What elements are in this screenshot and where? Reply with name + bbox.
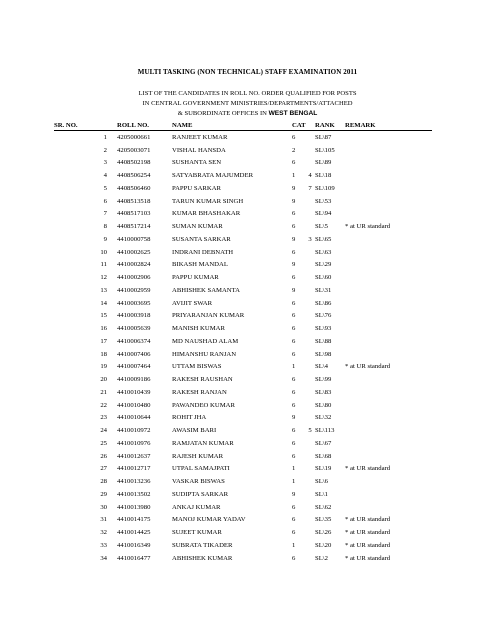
- cell-sub-cat: 5: [308, 427, 312, 435]
- cell-sub-cat: [305, 514, 315, 527]
- table-row: [54, 475, 432, 488]
- table-row: [54, 373, 432, 386]
- cell-sub-cat: [305, 284, 315, 297]
- table-row: [54, 259, 432, 272]
- cell-name: SATYABRATA MAJUMDER: [172, 172, 254, 180]
- table-row: [54, 488, 432, 501]
- cell-roll-no: 4410003695: [117, 299, 151, 307]
- cell-rank: SL\20: [315, 541, 332, 549]
- state-name: WEST BENGAL: [268, 109, 318, 117]
- cell-remark: * at UR standard: [345, 554, 391, 562]
- cell-sr-no: 13: [100, 286, 107, 294]
- cell-rank: SL\53: [315, 197, 332, 205]
- cell-rank: SL\105: [315, 146, 335, 154]
- cell-roll-no: 4410010972: [117, 427, 151, 435]
- cell-cat: 9: [292, 184, 296, 192]
- cell-roll-no: 4410002625: [117, 248, 151, 256]
- cell-remark: [345, 437, 432, 450]
- cell-cat: 6: [292, 388, 296, 396]
- cell-rank: SL\88: [315, 337, 332, 345]
- cell-name: SUMAN KUMAR: [172, 223, 223, 231]
- cell-name: VASKAR BISWAS: [172, 478, 225, 486]
- cell-roll-no: 4410002824: [117, 261, 151, 269]
- cell-remark: [345, 399, 432, 412]
- table-row: [54, 169, 432, 182]
- cell-sub-cat: [305, 437, 315, 450]
- table-body: [54, 131, 432, 565]
- cell-name: PAWANDEO KUMAR: [172, 401, 235, 409]
- cell-remark: [345, 424, 432, 437]
- cell-rank: SL\32: [315, 414, 332, 422]
- cell-cat: 1: [292, 478, 296, 486]
- cell-sub-cat: [305, 399, 315, 412]
- table-row: [54, 501, 432, 514]
- cell-rank: SL\86: [315, 299, 332, 307]
- table-row: [54, 157, 432, 170]
- cell-remark: [345, 348, 432, 361]
- cell-name: RAKESH RAUSHAN: [172, 376, 233, 384]
- cell-cat: 6: [292, 350, 296, 358]
- cell-name: SUBRATA TIKADER: [172, 541, 233, 549]
- cell-roll-no: 4410002906: [117, 274, 151, 282]
- table-row: [54, 208, 432, 221]
- table-row: [54, 450, 432, 463]
- document-subtitle: [0, 89, 495, 118]
- header-name: NAME: [172, 120, 292, 131]
- table-row: [54, 424, 432, 437]
- cell-roll-no: 4410016349: [117, 541, 151, 549]
- cell-rank: SL\87: [315, 133, 332, 141]
- cell-remark: * at UR standard: [345, 541, 391, 549]
- cell-rank: SL\2: [315, 554, 329, 562]
- cell-roll-no: 4410010976: [117, 439, 151, 447]
- cell-remark: [345, 475, 432, 488]
- cell-sr-no: 9: [103, 235, 107, 243]
- table-row: [54, 335, 432, 348]
- cell-sub-cat: [305, 348, 315, 361]
- cell-cat: 6: [292, 337, 296, 345]
- cell-cat: 6: [292, 248, 296, 256]
- cell-remark: [345, 246, 432, 259]
- cell-sub-cat: 3: [308, 235, 312, 243]
- table-row: [54, 322, 432, 335]
- cell-sub-cat: [305, 488, 315, 501]
- cell-sr-no: 23: [100, 414, 107, 422]
- header-cat: CAT: [292, 120, 315, 131]
- cell-rank: SL\6: [315, 478, 329, 486]
- cell-name: AVIJIT SWAR: [172, 299, 213, 307]
- cell-remark: [345, 412, 432, 425]
- cell-cat: 6: [292, 503, 296, 511]
- cell-sr-no: 18: [100, 350, 107, 358]
- cell-rank: SL\98: [315, 350, 332, 358]
- cell-sub-cat: [305, 259, 315, 272]
- cell-name: KUMAR BHASHAKAR: [172, 210, 241, 218]
- cell-rank: SL\80: [315, 401, 332, 409]
- cell-rank: SL\29: [315, 261, 332, 269]
- cell-roll-no: 4408506254: [117, 172, 151, 180]
- cell-roll-no: 4410007406: [117, 350, 151, 358]
- cell-remark: [345, 322, 432, 335]
- cell-sr-no: 17: [100, 337, 107, 345]
- cell-roll-no: 4410009186: [117, 376, 151, 384]
- table-row: [54, 514, 432, 527]
- cell-remark: [345, 450, 432, 463]
- cell-rank: SL\68: [315, 452, 332, 460]
- cell-sub-cat: [305, 195, 315, 208]
- cell-name: RAMJATAN KUMAR: [172, 439, 234, 447]
- cell-sub-cat: [305, 335, 315, 348]
- cell-name: INDRANI DEBNATH: [172, 248, 234, 256]
- cell-cat: 6: [292, 159, 296, 167]
- cell-sr-no: 29: [100, 490, 107, 498]
- cell-remark: [345, 501, 432, 514]
- cell-cat: 1: [292, 172, 296, 180]
- cell-roll-no: 4410013502: [117, 490, 151, 498]
- table-row: [54, 526, 432, 539]
- table-row: [54, 233, 432, 246]
- table-row: [54, 182, 432, 195]
- cell-sr-no: 10: [100, 248, 107, 256]
- cell-remark: [345, 335, 432, 348]
- cell-sub-cat: [305, 552, 315, 565]
- cell-cat: 9: [292, 261, 296, 269]
- cell-cat: 6: [292, 325, 296, 333]
- document-title: MULTI TASKING (NON TECHNICAL) STAFF EXAMINATION 2011: [137, 68, 358, 76]
- cell-sub-cat: [305, 271, 315, 284]
- subtitle-line-3: [0, 109, 495, 119]
- cell-rank: SL\94: [315, 210, 332, 218]
- cell-cat: 6: [292, 452, 296, 460]
- cell-sr-no: 3: [103, 159, 107, 167]
- cell-name: RANJEET KUMAR: [172, 133, 228, 141]
- cell-cat: 6: [292, 299, 296, 307]
- table-row: [54, 361, 432, 374]
- cell-rank: SL\26: [315, 529, 332, 537]
- cell-roll-no: 4410012637: [117, 452, 151, 460]
- cell-cat: 6: [292, 427, 296, 435]
- cell-roll-no: 4205000661: [117, 133, 151, 141]
- table-row: [54, 463, 432, 476]
- cell-remark: * at UR standard: [345, 465, 391, 473]
- cell-sr-no: 1: [103, 133, 107, 141]
- cell-roll-no: 4410013236: [117, 478, 151, 486]
- cell-sr-no: 25: [100, 439, 107, 447]
- cell-roll-no: 4410000758: [117, 235, 151, 243]
- cell-remark: [345, 169, 432, 182]
- table-row: [54, 348, 432, 361]
- cell-sr-no: 30: [100, 503, 107, 511]
- cell-cat: 6: [292, 554, 296, 562]
- cell-remark: [345, 259, 432, 272]
- cell-rank: SL\67: [315, 439, 332, 447]
- cell-name: UTPAL SAMAJPATI: [172, 465, 230, 473]
- cell-cat: 9: [292, 286, 296, 294]
- cell-rank: SL\63: [315, 248, 332, 256]
- cell-sub-cat: [305, 526, 315, 539]
- cell-roll-no: 4410014175: [117, 516, 151, 524]
- cell-remark: * at UR standard: [345, 223, 391, 231]
- cell-sub-cat: [305, 144, 315, 157]
- table-row: [54, 220, 432, 233]
- cell-roll-no: 4410014425: [117, 529, 151, 537]
- table-row: [54, 144, 432, 157]
- table-row: [54, 310, 432, 323]
- table-row: [54, 399, 432, 412]
- cell-sub-cat: [305, 412, 315, 425]
- cell-name: PAPPU SARKAR: [172, 184, 222, 192]
- cell-name: SUSHANTA SEN: [172, 159, 222, 167]
- cell-sr-no: 32: [100, 529, 107, 537]
- cell-sr-no: 31: [100, 516, 107, 524]
- cell-rank: SL\31: [315, 286, 332, 294]
- table-row: [54, 552, 432, 565]
- cell-rank: SL\83: [315, 388, 332, 396]
- cell-roll-no: 4410006374: [117, 337, 151, 345]
- cell-remark: [345, 297, 432, 310]
- table-row: [54, 386, 432, 399]
- cell-cat: 6: [292, 401, 296, 409]
- cell-cat: 6: [292, 274, 296, 282]
- cell-sub-cat: [305, 475, 315, 488]
- cell-sub-cat: [305, 450, 315, 463]
- cell-cat: 6: [292, 133, 296, 141]
- cell-sr-no: 12: [100, 274, 107, 282]
- cell-name: ABHISHEK SAMANTA: [172, 286, 241, 294]
- subtitle-line-2: IN CENTRAL GOVERNMENT MINISTRIES/DEPARTMENTS/ATTACHED: [142, 99, 353, 107]
- cell-name: TARUN KUMAR SINGH: [172, 197, 244, 205]
- cell-roll-no: 4408513518: [117, 197, 151, 205]
- cell-name: BIKASH MANDAL: [172, 261, 228, 269]
- table-row: [54, 412, 432, 425]
- table-row: [54, 271, 432, 284]
- cell-remark: [345, 488, 432, 501]
- cell-sub-cat: [305, 310, 315, 323]
- cell-cat: 6: [292, 439, 296, 447]
- cell-rank: SL\76: [315, 312, 332, 320]
- cell-name: PAPPU KUMAR: [172, 274, 219, 282]
- cell-name: SUSANTA SARKAR: [172, 235, 231, 243]
- cell-name: ANKAJ KUMAR: [172, 503, 221, 511]
- cell-rank: SL\18: [315, 172, 332, 180]
- table-header-row: [54, 120, 432, 131]
- cell-sr-no: 33: [100, 541, 107, 549]
- cell-name: RAJESH KUMAR: [172, 452, 224, 460]
- cell-sr-no: 11: [100, 261, 107, 269]
- cell-sub-cat: [305, 373, 315, 386]
- cell-sr-no: 20: [100, 376, 107, 384]
- cell-rank: SL\89: [315, 159, 332, 167]
- cell-cat: 1: [292, 363, 296, 371]
- cell-sr-no: 14: [100, 299, 107, 307]
- cell-sr-no: 26: [100, 452, 107, 460]
- cell-rank: SL\4: [315, 363, 329, 371]
- cell-cat: 6: [292, 312, 296, 320]
- cell-name: VISHAL HANSDA: [172, 146, 226, 154]
- cell-roll-no: 4410010480: [117, 401, 151, 409]
- cell-sub-cat: [305, 501, 315, 514]
- cell-sr-no: 4: [103, 172, 107, 180]
- cell-sub-cat: [305, 539, 315, 552]
- cell-cat: 2: [292, 146, 296, 154]
- cell-name: SUDIPTA SARKAR: [172, 490, 229, 498]
- cell-roll-no: 4408517214: [117, 223, 151, 231]
- table-row: [54, 246, 432, 259]
- cell-name: HIMANSHU RANJAN: [172, 350, 237, 358]
- cell-cat: 6: [292, 223, 296, 231]
- cell-sr-no: 28: [100, 478, 107, 486]
- cell-sr-no: 2: [103, 146, 107, 154]
- cell-sr-no: 6: [103, 197, 107, 205]
- cell-rank: SL\99: [315, 376, 332, 384]
- cell-roll-no: 4410010644: [117, 414, 151, 422]
- cell-sub-cat: [305, 297, 315, 310]
- table-row: [54, 437, 432, 450]
- cell-roll-no: 4410002959: [117, 286, 151, 294]
- cell-name: SUJEET KUMAR: [172, 529, 222, 537]
- cell-remark: [345, 284, 432, 297]
- cell-sr-no: 22: [100, 401, 107, 409]
- cell-sr-no: 24: [100, 427, 107, 435]
- cell-roll-no: 4410016477: [117, 554, 151, 562]
- cell-remark: * at UR standard: [345, 363, 391, 371]
- cell-rank: SL\19: [315, 465, 332, 473]
- cell-roll-no: 4410012717: [117, 465, 151, 473]
- cell-rank: SL\60: [315, 274, 332, 282]
- cell-rank: SL\93: [315, 325, 332, 333]
- table-row: [54, 297, 432, 310]
- cell-cat: 6: [292, 376, 296, 384]
- cell-remark: [345, 131, 432, 144]
- table-row: [54, 539, 432, 552]
- cell-sub-cat: [305, 463, 315, 476]
- cell-sub-cat: [305, 361, 315, 374]
- cell-roll-no: 4205003071: [117, 146, 151, 154]
- cell-rank: SL\5: [315, 223, 329, 231]
- cell-rank: SL\62: [315, 503, 332, 511]
- header-roll-no: ROLL NO.: [117, 120, 172, 131]
- cell-cat: 9: [292, 490, 296, 498]
- cell-sr-no: 27: [100, 465, 107, 473]
- cell-name: RAKESH RANJAN: [172, 388, 227, 396]
- cell-sub-cat: [305, 208, 315, 221]
- cell-remark: [345, 386, 432, 399]
- cell-name: ROHIT JHA: [172, 414, 207, 422]
- cell-remark: * at UR standard: [345, 529, 391, 537]
- cell-sr-no: 8: [103, 223, 107, 231]
- cell-remark: [345, 195, 432, 208]
- cell-rank: SL\109: [315, 184, 335, 192]
- cell-roll-no: 4408506460: [117, 184, 151, 192]
- cell-cat: 1: [292, 541, 296, 549]
- cell-sr-no: 19: [100, 363, 107, 371]
- cell-cat: 9: [292, 414, 296, 422]
- cell-name: MD NAUSHAD ALAM: [172, 337, 239, 345]
- cell-remark: [345, 233, 432, 246]
- cell-roll-no: 4408517103: [117, 210, 151, 218]
- cell-remark: * at UR standard: [345, 516, 391, 524]
- cell-name: UTTAM BISWAS: [172, 363, 222, 371]
- cell-cat: 6: [292, 516, 296, 524]
- cell-sub-cat: 7: [308, 184, 312, 192]
- cell-rank: SL\65: [315, 235, 332, 243]
- cell-name: PRIYARANJAN KUMAR: [172, 312, 245, 320]
- cell-remark: [345, 271, 432, 284]
- header-sr-no: SR. NO.: [54, 120, 117, 131]
- cell-cat: 9: [292, 235, 296, 243]
- cell-roll-no: 4410003918: [117, 312, 151, 320]
- cell-remark: [345, 157, 432, 170]
- cell-remark: [345, 182, 432, 195]
- cell-sub-cat: 4: [308, 172, 312, 180]
- cell-roll-no: 4408502198: [117, 159, 151, 167]
- subtitle-line-3-prefix: & SUBORDINATE OFFICES IN: [177, 109, 269, 117]
- candidates-table: [54, 120, 432, 565]
- cell-sr-no: 21: [100, 388, 107, 396]
- cell-name: MANISH KUMAR: [172, 325, 225, 333]
- cell-remark: [345, 208, 432, 221]
- cell-roll-no: 4410007464: [117, 363, 151, 371]
- cell-remark: [345, 310, 432, 323]
- cell-name: AWASIM BARI: [172, 427, 217, 435]
- cell-name: MANOJ KUMAR YADAV: [172, 516, 246, 524]
- cell-cat: 9: [292, 197, 296, 205]
- cell-sr-no: 5: [103, 184, 107, 192]
- cell-roll-no: 4410010439: [117, 388, 151, 396]
- cell-name: ABHISHEK KUMAR: [172, 554, 233, 562]
- cell-sub-cat: [305, 246, 315, 259]
- table-row: [54, 131, 432, 144]
- cell-roll-no: 4410005639: [117, 325, 151, 333]
- cell-remark: [345, 144, 432, 157]
- cell-sub-cat: [305, 157, 315, 170]
- cell-sr-no: 7: [103, 210, 107, 218]
- subtitle-line-1: LIST OF THE CANDIDATES IN ROLL NO. ORDER QUALIFIED FOR POSTS: [138, 90, 357, 97]
- cell-sr-no: 34: [100, 554, 107, 562]
- cell-rank: SL\35: [315, 516, 332, 524]
- cell-cat: 6: [292, 210, 296, 218]
- table-row: [54, 195, 432, 208]
- header-remark: REMARK: [345, 120, 432, 131]
- cell-sub-cat: [305, 322, 315, 335]
- cell-sub-cat: [305, 220, 315, 233]
- cell-cat: 1: [292, 465, 296, 473]
- cell-sr-no: 15: [100, 312, 107, 320]
- cell-rank: SL\1: [315, 490, 329, 498]
- cell-roll-no: 4410013980: [117, 503, 151, 511]
- cell-sr-no: 16: [100, 325, 107, 333]
- cell-sub-cat: [305, 131, 315, 144]
- cell-sub-cat: [305, 386, 315, 399]
- cell-rank: SL\113: [315, 427, 335, 435]
- cell-cat: 6: [292, 529, 296, 537]
- header-rank: RANK: [315, 120, 345, 131]
- cell-remark: [345, 373, 432, 386]
- table-row: [54, 284, 432, 297]
